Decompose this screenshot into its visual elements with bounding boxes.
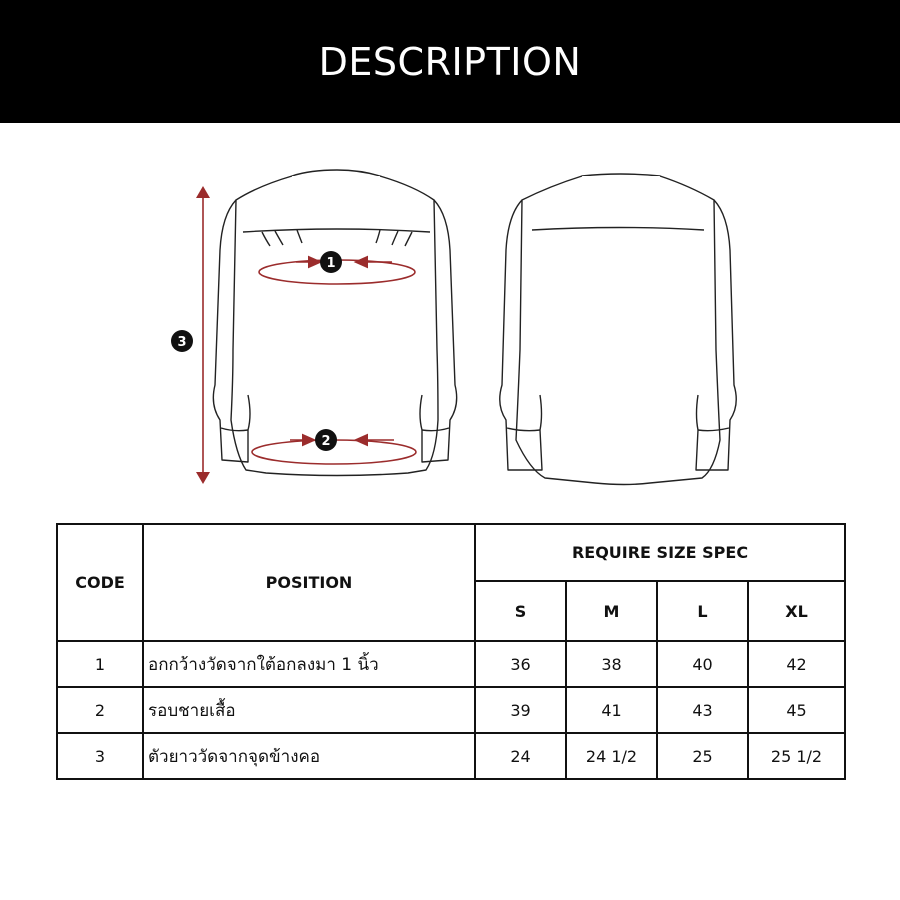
table-row (57, 641, 845, 687)
row-value-xl: 25 1/2 (748, 733, 845, 779)
table-row (57, 733, 845, 779)
row-value-s: 24 (475, 733, 566, 779)
svg-text:1: 1 (326, 256, 336, 271)
svg-text:2: 2 (321, 434, 331, 449)
code-header: CODE (57, 524, 143, 641)
size-m-header: M (566, 581, 657, 641)
size-xl-header: XL (748, 581, 845, 641)
front-view-drawing (213, 170, 456, 476)
header-banner (0, 0, 900, 123)
row-value-xl: 45 (748, 687, 845, 733)
svg-text:3: 3 (177, 335, 187, 350)
marker-3 (171, 330, 193, 352)
page-title: DESCRIPTION (318, 39, 582, 84)
marker-1 (320, 251, 342, 273)
row-value-m: 41 (566, 687, 657, 733)
garment-illustration (0, 123, 900, 518)
row-value-l: 43 (657, 687, 748, 733)
row-value-l: 25 (657, 733, 748, 779)
row-value-l: 40 (657, 641, 748, 687)
row-position: ตัวยาววัดจากจุดข้างคอ (143, 733, 475, 779)
back-view-drawing (500, 174, 737, 485)
table-row (57, 687, 845, 733)
row-code: 3 (57, 733, 143, 779)
row-position: อกกว้างวัดจากใต้อกลงมา 1 นิ้ว (143, 641, 475, 687)
size-s-header: S (475, 581, 566, 641)
position-header: POSITION (143, 524, 475, 641)
marker-2 (315, 429, 337, 451)
size-l-header: L (657, 581, 748, 641)
row-value-s: 36 (475, 641, 566, 687)
row-value-m: 38 (566, 641, 657, 687)
row-value-s: 39 (475, 687, 566, 733)
row-value-m: 24 1/2 (566, 733, 657, 779)
row-code: 1 (57, 641, 143, 687)
size-spec-table (56, 523, 846, 780)
row-value-xl: 42 (748, 641, 845, 687)
size-spec-header: REQUIRE SIZE SPEC (475, 524, 845, 581)
row-code: 2 (57, 687, 143, 733)
row-position: รอบชายเสื้อ (143, 687, 475, 733)
